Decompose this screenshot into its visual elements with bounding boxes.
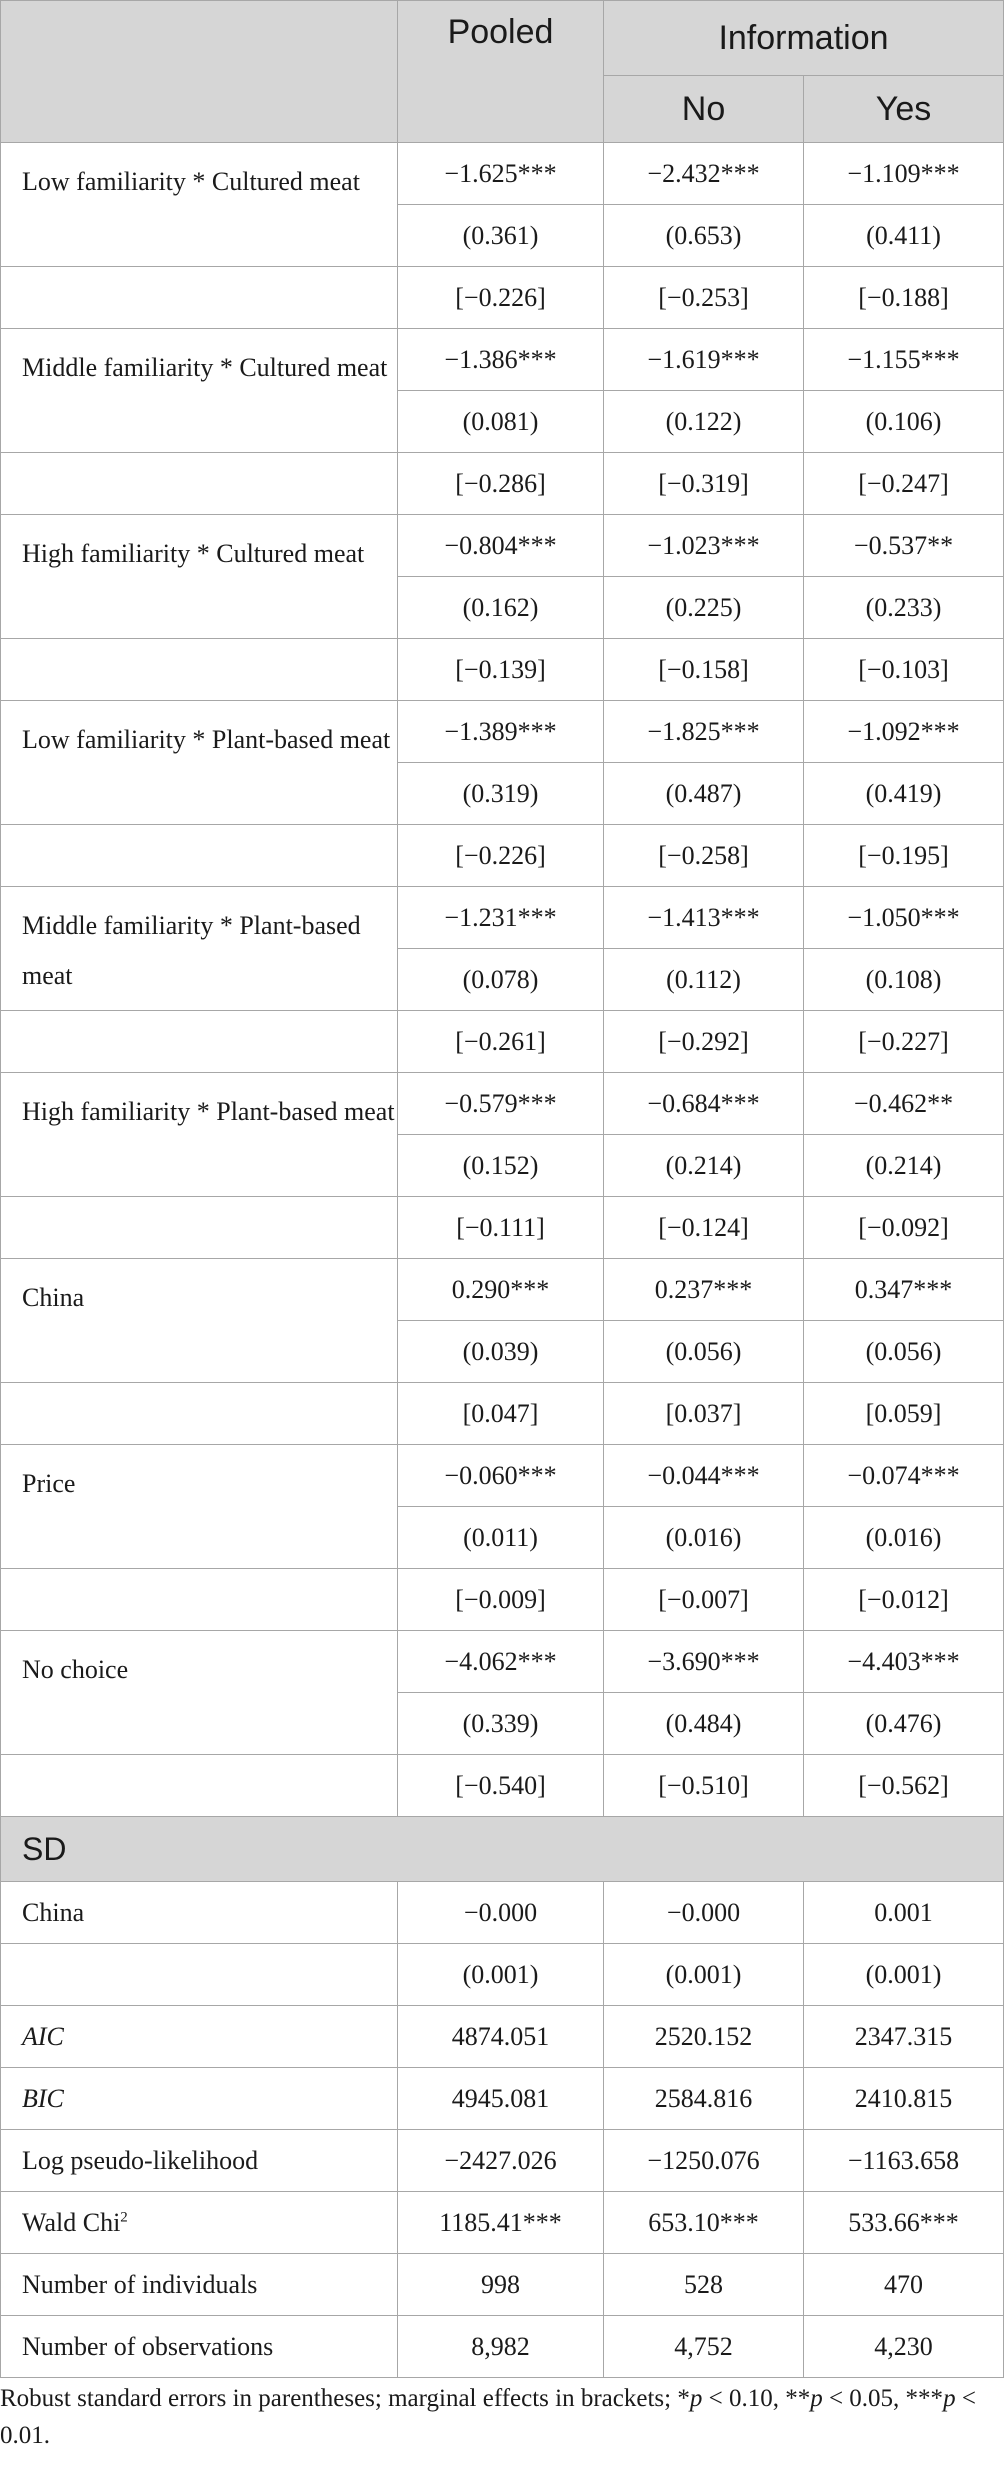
row-label: Low familiarity * Plant-based meat <box>1 701 398 825</box>
me-yes-cell: [−0.092] <box>804 1197 1004 1259</box>
table-row-coef <box>1 329 1004 391</box>
me-no-cell: [−0.253] <box>604 267 804 329</box>
stats-label <box>1 2068 398 2130</box>
table-row-me <box>1 639 1004 701</box>
coef-yes-cell: −4.403*** <box>804 1631 1004 1693</box>
coef-no-cell: −0.684*** <box>604 1073 804 1135</box>
sd-china-se-row <box>1 1944 1004 2006</box>
me-yes-cell: [−0.188] <box>804 267 1004 329</box>
sd-china-coef-yes: 0.001 <box>804 1882 1004 1944</box>
sd-china-se-pooled: (0.001) <box>398 1944 604 2006</box>
sd-china-coef-pooled: −0.000 <box>398 1882 604 1944</box>
se-no-cell: (0.653) <box>604 205 804 267</box>
se-no-cell: (0.122) <box>604 391 804 453</box>
me-yes-cell: [−0.562] <box>804 1755 1004 1817</box>
sd-title: SD <box>1 1817 1004 1882</box>
empty-label-cell <box>1 1197 398 1259</box>
stats-value-no: 528 <box>604 2254 804 2316</box>
empty-label-cell <box>1 267 398 329</box>
coef-no-cell: −1.413*** <box>604 887 804 949</box>
stats-value-pooled: 998 <box>398 2254 604 2316</box>
stats-row <box>1 2130 1004 2192</box>
coef-no-cell: −3.690*** <box>604 1631 804 1693</box>
stats-label <box>1 2192 398 2254</box>
table-row-me <box>1 1011 1004 1073</box>
me-yes-cell: [0.059] <box>804 1383 1004 1445</box>
footnote-t3: < 0.01. <box>0 2385 976 2449</box>
table-row-me <box>1 453 1004 515</box>
stats-label <box>1 2316 398 2378</box>
me-pooled-cell: [−0.226] <box>398 825 604 887</box>
me-yes-cell: [−0.247] <box>804 453 1004 515</box>
stats-value-yes: 4,230 <box>804 2316 1004 2378</box>
empty-label-cell <box>1 1569 398 1631</box>
stats-value-yes: 470 <box>804 2254 1004 2316</box>
empty-label-cell <box>1 1383 398 1445</box>
se-no-cell: (0.484) <box>604 1693 804 1755</box>
coef-yes-cell: −1.092*** <box>804 701 1004 763</box>
stats-row <box>1 2254 1004 2316</box>
se-pooled-cell: (0.339) <box>398 1693 604 1755</box>
se-no-cell: (0.487) <box>604 763 804 825</box>
table-row-me <box>1 1197 1004 1259</box>
me-no-cell: [−0.292] <box>604 1011 804 1073</box>
stats-value-no: 2584.816 <box>604 2068 804 2130</box>
se-yes-cell: (0.419) <box>804 763 1004 825</box>
me-pooled-cell: [−0.540] <box>398 1755 604 1817</box>
sd-china-se-label-cell <box>1 1944 398 2006</box>
coef-yes-cell: −0.074*** <box>804 1445 1004 1507</box>
table-row-coef <box>1 1259 1004 1321</box>
se-no-cell: (0.214) <box>604 1135 804 1197</box>
table-row-me <box>1 825 1004 887</box>
se-yes-cell: (0.106) <box>804 391 1004 453</box>
me-pooled-cell: [0.047] <box>398 1383 604 1445</box>
coef-yes-cell: −0.537** <box>804 515 1004 577</box>
row-label: China <box>1 1259 398 1383</box>
row-label: Low familiarity * Cultured meat <box>1 143 398 267</box>
coef-yes-cell: −1.109*** <box>804 143 1004 205</box>
col-header-yes: Yes <box>804 76 1004 143</box>
me-yes-cell: [−0.227] <box>804 1011 1004 1073</box>
coef-no-cell: −2.432*** <box>604 143 804 205</box>
empty-label-cell <box>1 639 398 701</box>
se-yes-cell: (0.411) <box>804 205 1004 267</box>
se-yes-cell: (0.108) <box>804 949 1004 1011</box>
row-label: Price <box>1 1445 398 1569</box>
sd-china-coef-no: −0.000 <box>604 1882 804 1944</box>
table-row-coef <box>1 887 1004 949</box>
table-row-coef <box>1 143 1004 205</box>
stats-value-pooled: 4945.081 <box>398 2068 604 2130</box>
table-row-coef <box>1 1631 1004 1693</box>
stats-rows <box>1 2006 1004 2378</box>
sd-china-se-yes: (0.001) <box>804 1944 1004 2006</box>
stats-value-yes: 533.66*** <box>804 2192 1004 2254</box>
row-label: Middle familiarity * Cultured meat <box>1 329 398 453</box>
se-pooled-cell: (0.152) <box>398 1135 604 1197</box>
stats-label-text: Log pseudo-likelihood <box>22 2145 259 2175</box>
me-pooled-cell: [−0.111] <box>398 1197 604 1259</box>
col-header-information: Information <box>604 1 1004 76</box>
stats-row <box>1 2316 1004 2378</box>
me-pooled-cell: [−0.226] <box>398 267 604 329</box>
se-yes-cell: (0.056) <box>804 1321 1004 1383</box>
empty-label-cell <box>1 1755 398 1817</box>
stats-row <box>1 2006 1004 2068</box>
sd-section <box>1 1817 1004 2006</box>
se-yes-cell: (0.016) <box>804 1507 1004 1569</box>
stats-row <box>1 2192 1004 2254</box>
header-blank-cell <box>1 1 398 143</box>
row-label: No choice <box>1 1631 398 1755</box>
table-row-coef <box>1 701 1004 763</box>
sd-header-row <box>1 1817 1004 1882</box>
me-no-cell: [−0.158] <box>604 639 804 701</box>
me-yes-cell: [−0.195] <box>804 825 1004 887</box>
me-no-cell: [−0.319] <box>604 453 804 515</box>
coefficient-rows <box>1 143 1004 1817</box>
stats-value-no: 653.10*** <box>604 2192 804 2254</box>
stats-label-text: AIC <box>22 2021 64 2051</box>
sd-china-label: China <box>1 1882 398 1944</box>
footnote-t1: < 0.10, ** <box>702 2385 811 2412</box>
se-pooled-cell: (0.081) <box>398 391 604 453</box>
me-pooled-cell: [−0.261] <box>398 1011 604 1073</box>
stats-row <box>1 2068 1004 2130</box>
stats-label <box>1 2254 398 2316</box>
se-no-cell: (0.016) <box>604 1507 804 1569</box>
empty-label-cell <box>1 453 398 515</box>
stats-label <box>1 2006 398 2068</box>
stats-value-yes: −1163.658 <box>804 2130 1004 2192</box>
stats-value-no: 2520.152 <box>604 2006 804 2068</box>
empty-label-cell <box>1 825 398 887</box>
coef-pooled-cell: −1.625*** <box>398 143 604 205</box>
coef-pooled-cell: −0.579*** <box>398 1073 604 1135</box>
me-no-cell: [−0.124] <box>604 1197 804 1259</box>
stats-label-text: Wald Chi <box>22 2207 121 2237</box>
se-pooled-cell: (0.039) <box>398 1321 604 1383</box>
coef-yes-cell: −0.462** <box>804 1073 1004 1135</box>
stats-value-pooled: 4874.051 <box>398 2006 604 2068</box>
footnote-text: Robust standard errors in parentheses; marginal effects in brackets; * <box>0 2385 690 2412</box>
header-row-1 <box>1 1 1004 76</box>
table-footnote <box>0 2380 1000 2454</box>
me-no-cell: [−0.510] <box>604 1755 804 1817</box>
footnote-p1: p <box>689 2385 703 2412</box>
table-row-coef <box>1 1073 1004 1135</box>
table-row-me <box>1 1755 1004 1817</box>
stats-value-pooled: 1185.41*** <box>398 2192 604 2254</box>
me-no-cell: [−0.007] <box>604 1569 804 1631</box>
stats-label <box>1 2130 398 2192</box>
se-pooled-cell: (0.319) <box>398 763 604 825</box>
row-label: High familiarity * Plant-based meat <box>1 1073 398 1197</box>
coef-pooled-cell: −1.389*** <box>398 701 604 763</box>
row-label: High familiarity * Cultured meat <box>1 515 398 639</box>
coef-no-cell: −1.825*** <box>604 701 804 763</box>
stats-value-yes: 2410.815 <box>804 2068 1004 2130</box>
se-no-cell: (0.056) <box>604 1321 804 1383</box>
stats-label-superscript: 2 <box>120 2208 128 2225</box>
coef-yes-cell: −1.050*** <box>804 887 1004 949</box>
table-row-coef <box>1 1445 1004 1507</box>
se-yes-cell: (0.214) <box>804 1135 1004 1197</box>
stats-label-text: Number of individuals <box>22 2269 258 2299</box>
sd-china-se-no: (0.001) <box>604 1944 804 2006</box>
coef-no-cell: −1.619*** <box>604 329 804 391</box>
footnote-p3: p <box>943 2385 956 2412</box>
table-row-me <box>1 1383 1004 1445</box>
stats-value-yes: 2347.315 <box>804 2006 1004 2068</box>
se-yes-cell: (0.233) <box>804 577 1004 639</box>
coef-no-cell: −0.044*** <box>604 1445 804 1507</box>
sd-china-coef-row <box>1 1882 1004 1944</box>
coef-pooled-cell: −0.060*** <box>398 1445 604 1507</box>
me-no-cell: [−0.258] <box>604 825 804 887</box>
stats-value-no: −1250.076 <box>604 2130 804 2192</box>
table-row-me <box>1 267 1004 329</box>
coef-pooled-cell: −0.804*** <box>398 515 604 577</box>
stats-value-pooled: 8,982 <box>398 2316 604 2378</box>
me-pooled-cell: [−0.139] <box>398 639 604 701</box>
coef-no-cell: −1.023*** <box>604 515 804 577</box>
coef-yes-cell: 0.347*** <box>804 1259 1004 1321</box>
stats-value-pooled: −2427.026 <box>398 2130 604 2192</box>
me-no-cell: [0.037] <box>604 1383 804 1445</box>
coef-pooled-cell: −4.062*** <box>398 1631 604 1693</box>
footnote-p2: p <box>810 2385 823 2412</box>
stats-value-no: 4,752 <box>604 2316 804 2378</box>
me-yes-cell: [−0.103] <box>804 639 1004 701</box>
se-no-cell: (0.112) <box>604 949 804 1011</box>
se-pooled-cell: (0.011) <box>398 1507 604 1569</box>
empty-label-cell <box>1 1011 398 1073</box>
se-yes-cell: (0.476) <box>804 1693 1004 1755</box>
se-pooled-cell: (0.078) <box>398 949 604 1011</box>
coef-pooled-cell: −1.231*** <box>398 887 604 949</box>
col-header-no: No <box>604 76 804 143</box>
col-header-pooled: Pooled <box>398 1 604 143</box>
me-pooled-cell: [−0.009] <box>398 1569 604 1631</box>
table-row-me <box>1 1569 1004 1631</box>
coef-pooled-cell: −1.386*** <box>398 329 604 391</box>
footnote-t2: < 0.05, *** <box>822 2385 944 2412</box>
se-pooled-cell: (0.361) <box>398 205 604 267</box>
table-row-coef <box>1 515 1004 577</box>
me-yes-cell: [−0.012] <box>804 1569 1004 1631</box>
coef-yes-cell: −1.155*** <box>804 329 1004 391</box>
stats-label-text: BIC <box>22 2083 64 2113</box>
se-pooled-cell: (0.162) <box>398 577 604 639</box>
coef-no-cell: 0.237*** <box>604 1259 804 1321</box>
me-pooled-cell: [−0.286] <box>398 453 604 515</box>
coef-pooled-cell: 0.290*** <box>398 1259 604 1321</box>
se-no-cell: (0.225) <box>604 577 804 639</box>
row-label: Middle familiarity * Plant-based meat <box>1 887 398 1011</box>
stats-label-text: Number of observations <box>22 2331 274 2361</box>
